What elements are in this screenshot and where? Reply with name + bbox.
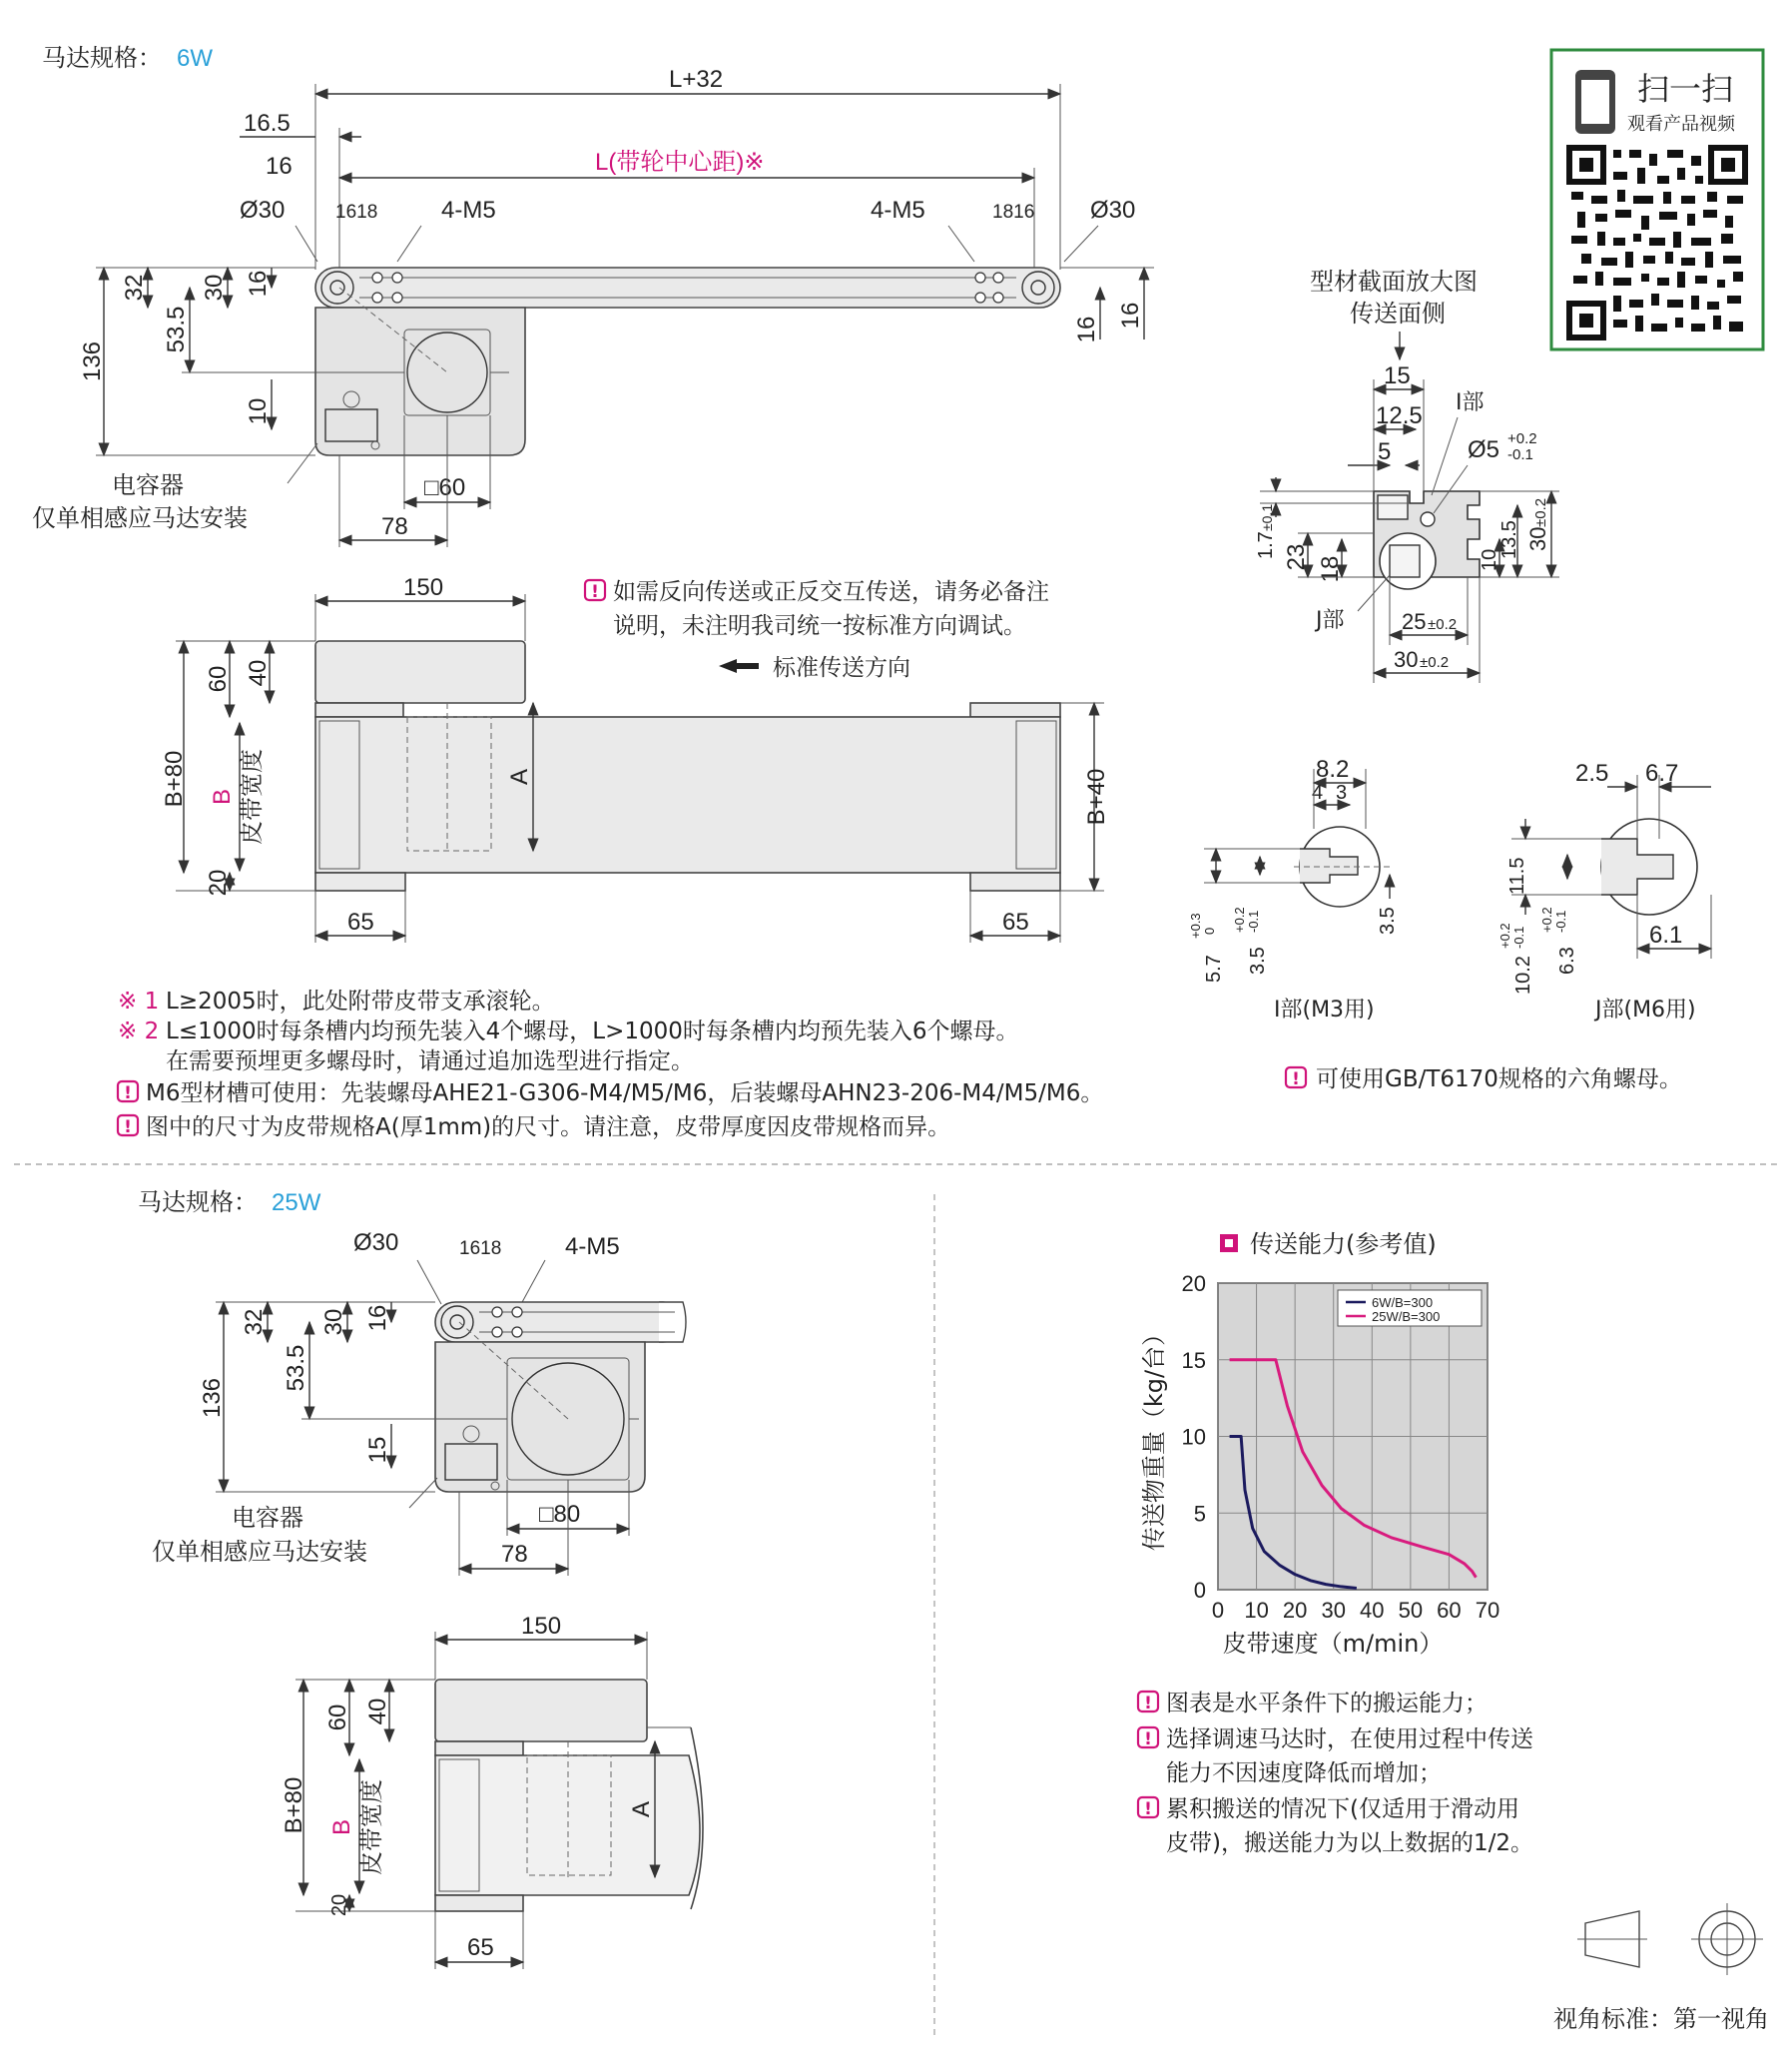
direction-note-1: 如需反向传送或正反交互传送，请务必备注: [613, 579, 1049, 605]
dim-16-25w: 16: [364, 1304, 391, 1332]
y-tick-label: 0: [1193, 1578, 1206, 1603]
svg-text:!: !: [1144, 1694, 1152, 1713]
x-tick-label: 10: [1244, 1598, 1269, 1623]
j-dim-6-3: 6.3: [1556, 947, 1578, 975]
j-dim-10-2: 10.2: [1512, 956, 1534, 995]
i-dim-4: 4: [1312, 782, 1324, 804]
direction-note-2: 说明，未注明我司统一按标准方向调试。: [613, 613, 1026, 639]
dim-65-right: 65: [1002, 909, 1029, 936]
x-tick-label: 40: [1360, 1598, 1385, 1623]
dim-dia30-25w: Ø30: [353, 1229, 399, 1256]
part-i-label: I部: [1456, 390, 1485, 415]
profile-dia5-tol-up: +0.2: [1507, 430, 1537, 447]
dim-b: B: [209, 788, 236, 806]
dim-10: 10: [245, 397, 272, 425]
dim-16: 16: [266, 153, 293, 180]
profile-dim-30h: 30: [1394, 647, 1419, 672]
projection-circle-icon: [1691, 1903, 1763, 1975]
svg-text:!: !: [124, 1117, 132, 1137]
dim-136: 136: [79, 341, 106, 382]
note-2b: 在需要预埋更多螺母时，请通过追加选型进行指定。: [166, 1048, 694, 1074]
capacity-note-5: 皮带)，搬送能力为以上数据的1/2。: [1166, 1830, 1533, 1856]
dim-sq60: □60: [424, 474, 466, 501]
profile-dia5-tol-dn: -0.1: [1507, 446, 1533, 463]
i-dim-8-2: 8.2: [1316, 756, 1350, 783]
dim-m5-right: 4-M5: [871, 197, 925, 224]
note-2: L≤1000时每条槽内均预先装入4个螺母，L>1000时每条槽内均预先装入6个螺母。: [166, 1019, 1019, 1044]
dim-16-vertical: 16: [245, 270, 272, 298]
i-dim-3-5a-tol-dn: -0.1: [1246, 910, 1261, 933]
section-6w: [32, 44, 1154, 943]
j-dim-6-7: 6.7: [1645, 760, 1679, 787]
dim-20: 20: [205, 869, 232, 897]
i-dim-3: 3: [1336, 782, 1348, 804]
svg-text:!: !: [1144, 1729, 1152, 1749]
dim-16-right-2: 16: [1117, 302, 1144, 330]
dim-l-plus-32: L+32: [669, 66, 724, 93]
view-standard: [1553, 1903, 1769, 2033]
i-dim-5-7-tol-up: +0.3: [1188, 913, 1203, 939]
y-tick-label: 5: [1193, 1501, 1206, 1527]
profile-dim-1-7-tol: ±0.1: [1259, 503, 1275, 531]
dim-136-25w: 136: [199, 1377, 226, 1419]
j-dim-11-5: 11.5: [1506, 857, 1528, 895]
dim-a: A: [506, 768, 533, 786]
x-axis-label: 皮带速度（m/min）: [1222, 1630, 1444, 1658]
i-detail-label: I部(M3用): [1274, 998, 1375, 1023]
dim-b80-25w: B+80: [281, 1776, 307, 1834]
section-25w: [138, 1188, 703, 1969]
qr-title: 扫一扫: [1637, 70, 1734, 108]
dim-a-25w: A: [628, 1800, 655, 1818]
dim-b40: B+40: [1083, 768, 1110, 826]
capacity-title: 传送能力(参考值): [1250, 1230, 1437, 1258]
dim-32-25w: 32: [241, 1308, 268, 1336]
note-3: M6型材槽可使用：先装螺母AHE21-G306-M4/M5/M6，后装螺母AHN23-206-M4/M5/M6。: [146, 1080, 1104, 1106]
note-1-mark: ※ 1: [118, 989, 160, 1015]
j-dim-2-5: 2.5: [1575, 760, 1609, 787]
profile-dim-25-tol: ±0.2: [1428, 616, 1458, 633]
dim-20-25w: 20: [328, 1893, 350, 1917]
dim-60-25w: 60: [324, 1704, 351, 1731]
svg-text:!: !: [1144, 1799, 1152, 1819]
part-j-label: J部: [1316, 608, 1345, 633]
dim-30: 30: [201, 274, 228, 302]
dim-40: 40: [245, 659, 272, 687]
dim-dia30-left: Ø30: [240, 197, 286, 224]
capacitor-note: 仅单相感应马达安装: [32, 504, 248, 532]
profile-dim-18: 18: [1317, 555, 1344, 583]
dim-78-25w: 78: [501, 1541, 528, 1568]
dim-belt-width-25w: 皮带宽度: [357, 1779, 385, 1875]
dim-l-center: L(带轮中心距)※: [595, 149, 765, 176]
motor-spec-25w-value: 25W: [272, 1189, 321, 1216]
j-dim-10-2-tol-up: +0.2: [1497, 923, 1512, 949]
dim-m5-25w: 4-M5: [565, 1233, 620, 1260]
j-dim-6-1: 6.1: [1649, 922, 1683, 949]
dim-65-left: 65: [347, 909, 374, 936]
dim-1618-left: 1618: [335, 202, 378, 223]
dim-53-5-25w: 53.5: [283, 1344, 309, 1392]
profile-dim-15: 15: [1384, 362, 1411, 389]
x-tick-label: 0: [1211, 1598, 1225, 1623]
motor-spec-6w-value: 6W: [177, 45, 213, 72]
profile-dim-23: 23: [1283, 543, 1310, 571]
qr-box[interactable]: [1551, 50, 1763, 349]
dim-1816-right: 1816: [992, 202, 1035, 223]
profile-dim-13-5: 13.5: [1498, 520, 1520, 559]
dim-60: 60: [205, 665, 232, 693]
capacity-note-2: 选择调速马达时，在使用过程中传送: [1166, 1726, 1533, 1752]
capacity-note-3: 能力不因速度降低而增加；: [1166, 1760, 1442, 1786]
legend-label: 25W/B=300: [1372, 1309, 1441, 1324]
standard-direction-label: 标准传送方向: [773, 655, 910, 681]
profile-dim-5: 5: [1378, 438, 1392, 465]
profile-dim-10: 10: [1479, 548, 1500, 571]
profile-title-1: 型材截面放大图: [1310, 268, 1478, 296]
dim-sq80: □80: [539, 1501, 581, 1528]
svg-text:!: !: [591, 582, 599, 602]
dim-16-right-1: 16: [1073, 316, 1100, 343]
i-dim-3-5a-tol-up: +0.2: [1232, 907, 1247, 933]
dim-dia30-right: Ø30: [1090, 197, 1136, 224]
profile-dim-12-5: 12.5: [1376, 402, 1423, 429]
dim-32: 32: [121, 274, 148, 302]
dim-belt-width: 皮带宽度: [238, 749, 266, 845]
dim-b80: B+80: [161, 750, 188, 808]
dim-78: 78: [381, 513, 408, 540]
x-tick-label: 60: [1437, 1598, 1462, 1623]
svg-text:!: !: [1292, 1069, 1300, 1089]
direction-arrow-icon: [719, 659, 759, 673]
dim-m5-left: 4-M5: [441, 197, 496, 224]
dim-40-25w: 40: [364, 1698, 391, 1725]
profile-dim-1-7: 1.7: [1255, 531, 1277, 559]
x-tick-label: 70: [1475, 1598, 1500, 1623]
dim-1618-25w: 1618: [459, 1238, 502, 1259]
profile-dim-25: 25: [1402, 609, 1427, 634]
svg-text:!: !: [124, 1083, 132, 1103]
capacitor-label-25w: 电容器: [232, 1504, 303, 1532]
profile-dia5: Ø5: [1468, 436, 1500, 463]
capacity-note-4: 累积搬送的情况下(仅适用于滑动用: [1166, 1796, 1519, 1822]
capacity-chart: [1140, 1271, 1499, 1658]
capacitor-label: 电容器: [112, 471, 184, 499]
capacity-section: [1138, 1230, 1533, 1856]
y-axis-label: 传送物重量（kg/台）: [1140, 1321, 1168, 1552]
i-dim-5-7-tol-dn: 0: [1202, 927, 1217, 935]
profile-title-2: 传送面侧: [1350, 300, 1446, 328]
x-tick-label: 20: [1282, 1598, 1308, 1623]
qr-code-icon: [1569, 148, 1745, 338]
view-standard-label: 视角标准：第一视角: [1553, 2005, 1769, 2033]
profile-section: [1188, 268, 1711, 1092]
dim-b-25w: B: [328, 1818, 355, 1836]
dim-65-25w: 65: [467, 1934, 494, 1961]
dim-53-5: 53.5: [163, 306, 190, 353]
note-4: 图中的尺寸为皮带规格A(厚1mm)的尺寸。请注意，皮带厚度因皮带规格而异。: [146, 1114, 951, 1140]
profile-dim-30h-tol: ±0.2: [1420, 654, 1450, 671]
j-dim-10-2-tol-dn: -0.1: [1511, 926, 1526, 949]
notes-block: [118, 989, 1103, 1140]
dim-15-25w: 15: [364, 1436, 391, 1464]
note-2-mark: ※ 2: [118, 1019, 160, 1044]
dim-16-5: 16.5: [244, 110, 291, 137]
profile-dim-30v: 30: [1525, 526, 1550, 551]
dim-150: 150: [403, 574, 444, 601]
y-tick-label: 15: [1181, 1347, 1206, 1373]
capacitor-note-25w: 仅单相感应马达安装: [152, 1538, 367, 1566]
note-1: L≥2005时，此处附带皮带支承滚轮。: [166, 989, 555, 1015]
profile-dim-30v-tol: ±0.2: [1532, 497, 1549, 527]
legend-label: 6W/B=300: [1372, 1295, 1434, 1310]
i-dim-3-5a: 3.5: [1247, 947, 1269, 975]
dim-150-25w: 150: [521, 1613, 562, 1640]
x-tick-label: 50: [1398, 1598, 1424, 1623]
y-tick-label: 20: [1181, 1271, 1206, 1296]
motor-spec-6w-label: 马达规格：: [42, 44, 162, 72]
dim-30-25w: 30: [320, 1308, 347, 1336]
capacity-note-1: 图表是水平条件下的搬运能力；: [1166, 1691, 1488, 1716]
nut-note: 可使用GB/T6170规格的六角螺母。: [1316, 1066, 1682, 1092]
j-dim-6-3-tol-dn: -0.1: [1553, 910, 1568, 933]
qr-subtitle: 观看产品视频: [1627, 114, 1735, 135]
capacity-notes: [1138, 1691, 1533, 1856]
j-dim-6-3-tol-up: +0.2: [1539, 907, 1554, 933]
i-dim-3-5b: 3.5: [1377, 907, 1399, 935]
j-detail-label: J部(M6用): [1595, 998, 1696, 1023]
motor-spec-25w-label: 马达规格：: [138, 1188, 258, 1216]
y-tick-label: 10: [1181, 1424, 1206, 1450]
i-dim-5-7: 5.7: [1203, 955, 1225, 983]
x-tick-label: 30: [1321, 1598, 1346, 1623]
